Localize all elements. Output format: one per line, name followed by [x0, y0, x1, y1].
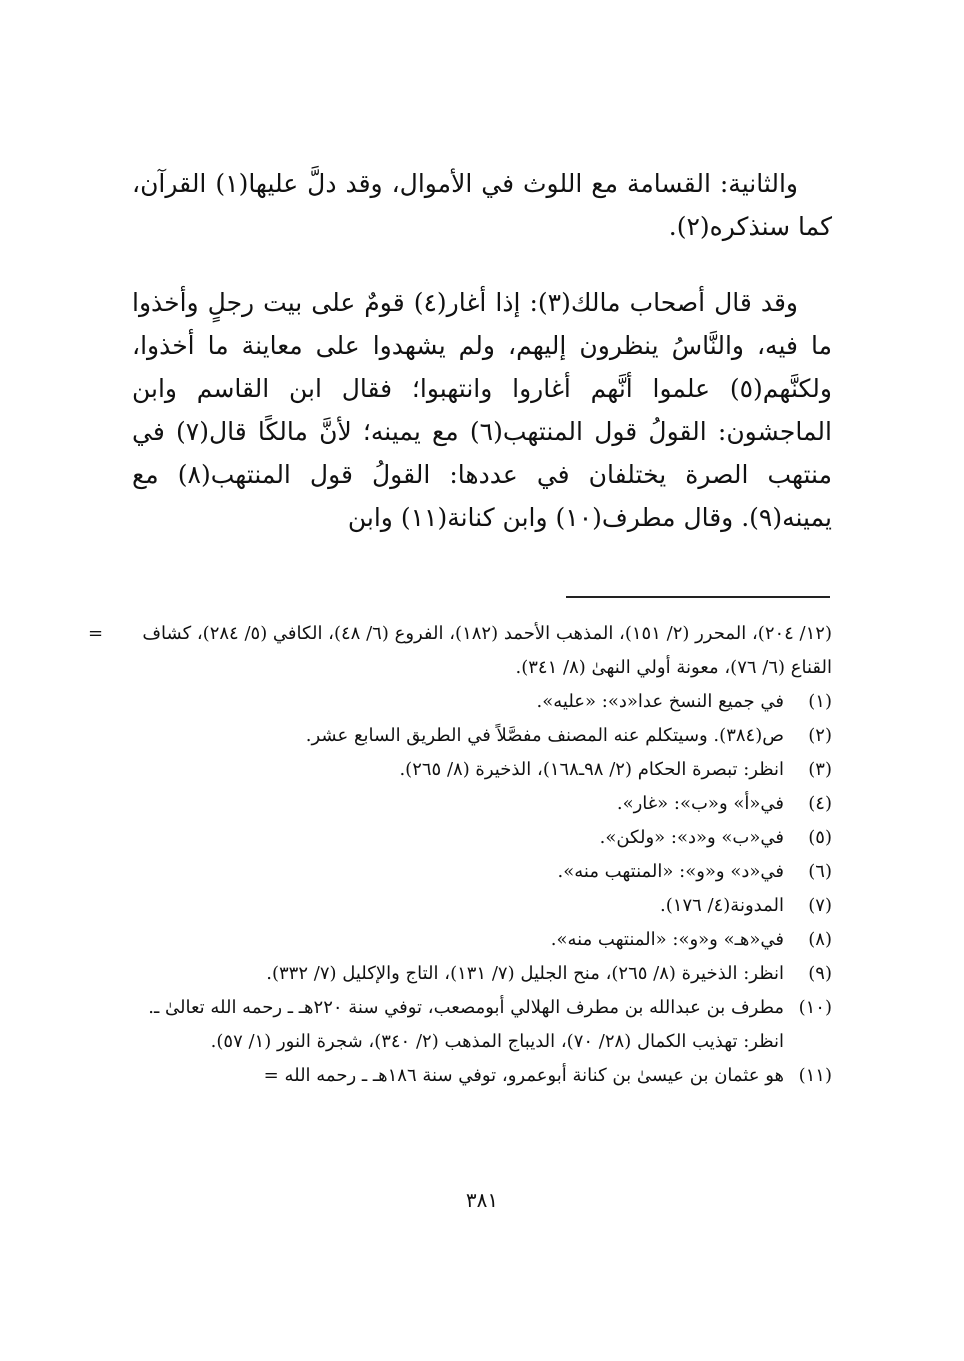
footnote-number: (٥)	[808, 827, 832, 848]
footnote-item	[112, 753, 832, 787]
footnote-number: (٢)	[808, 725, 832, 746]
footnote-text: انظر: تبصرة الحكام (٢/ ٩٨ـ١٦٨)، الذخيرة (٨/ ٢٦٥).	[399, 759, 784, 780]
paragraph-2	[132, 281, 832, 539]
footnote-number: (٦)	[808, 861, 832, 882]
footnote-number: (١)	[808, 691, 832, 712]
footnote-text: في«هـ» و«و»: «المنتهب منه».	[550, 929, 784, 950]
footnote-number: (٣)	[808, 759, 832, 780]
footnote-number: (٨)	[808, 929, 832, 950]
footnote-item	[112, 855, 832, 889]
footnote-text: انظر: الذخيرة (٨/ ٢٦٥)، منح الجليل (٧/ ١٣١)، التاج والإكليل (٧/ ٣٣٢).	[266, 963, 784, 984]
footnote-number: (١٠)	[798, 997, 832, 1018]
footnote-text: ص(٣٨٤). وسيتكلم عنه المصنف مفصَّلاً في الطريق السابع عشر.	[305, 725, 784, 746]
footnote-separator	[566, 596, 830, 598]
footnote-text: في جميع النسخ عدا«د»: «عليه».	[536, 691, 784, 712]
paragraph-1-text: والثانية: القسامة مع اللوث في الأموال، وقد دلَّ عليها(١) القرآن، كما سنذكره(٢).	[132, 169, 832, 241]
footnote-number: (١١)	[798, 1065, 832, 1086]
footnote-text: هو عثمان بن عيسىٰ بن كنانة أبوعمرو، توفي سنة ١٨٦هـ ـ رحمه الله =	[263, 1065, 784, 1086]
footnote-text: في«أ» و«ب»: «غار».	[616, 793, 784, 814]
footnote-item	[112, 889, 832, 923]
footnote-number: (٤)	[808, 793, 832, 814]
footnote-item	[112, 991, 832, 1059]
footnote-item	[112, 923, 832, 957]
footnote-item	[112, 685, 832, 719]
paragraph-2-text: وقد قال أصحاب مالك(٣): إذا أغار(٤) قومٌ على بيت رجلٍ وأخذوا ما فيه، والنَّاسُ ينظرون إليهم، ولم يشهدوا على معاينة ما أخذوا، ولكنَّهم(٥) علموا أنَّهم أغاروا وانتهبوا؛ فقال ابن القاسم وابن الماجشون: القولُ قول المنتهب(٦) مع يمينه؛ لأنَّ مالكًا قال(٧) في منتهب الصرة يختلفان في عددها: القولُ قول المنتهب(٨) مع يمينه(٩). وقال مطرف(١٠) وابن كنانة(١١) وابن	[132, 288, 832, 532]
footnote-item	[112, 821, 832, 855]
footnote-item	[112, 1059, 832, 1093]
page-number: ٣٨١	[465, 1188, 499, 1212]
footnote-text: في«ب» و«د»: «ولكن».	[599, 827, 784, 848]
paragraph-1	[132, 162, 832, 248]
continuation-marker: =	[88, 623, 104, 644]
footnote-item	[112, 787, 832, 821]
footnotes	[88, 617, 832, 1093]
footnote-text: في«د» و«و»: «المنتهب منه».	[557, 861, 784, 882]
footnote-number: (٧)	[808, 895, 832, 916]
continuation-text: (١٢/ ٢٠٤)، المحرر (٢/ ١٥١)، المذهب الأحمد (١٨٢)، الفروع (٦/ ٤٨)، الكافي (٥/ ٢٨٤)، كشاف القناع (٦/ ٧٦)، معونة أولي النهىٰ (٨/ ٣٤١).	[142, 623, 832, 678]
main-text	[132, 162, 832, 539]
footnote-item	[112, 719, 832, 753]
footnote-item	[112, 957, 832, 991]
footnote-number: (٩)	[808, 963, 832, 984]
footnote-text: مطرف بن عبدالله بن مطرف الهلالي أبومصعب، توفي سنة ٢٢٠هـ ـ رحمه الله تعالىٰ ـ. انظر: تهذيب الكمال (٢٨/ ٧٠)، الديباج المذهب (٢/ ٣٤٠)، شجرة النور (١/ ٥٧).	[148, 997, 784, 1052]
footnote-text: المدونة(٤/ ١٧٦).	[660, 895, 784, 916]
footnote-continuation	[88, 617, 832, 685]
